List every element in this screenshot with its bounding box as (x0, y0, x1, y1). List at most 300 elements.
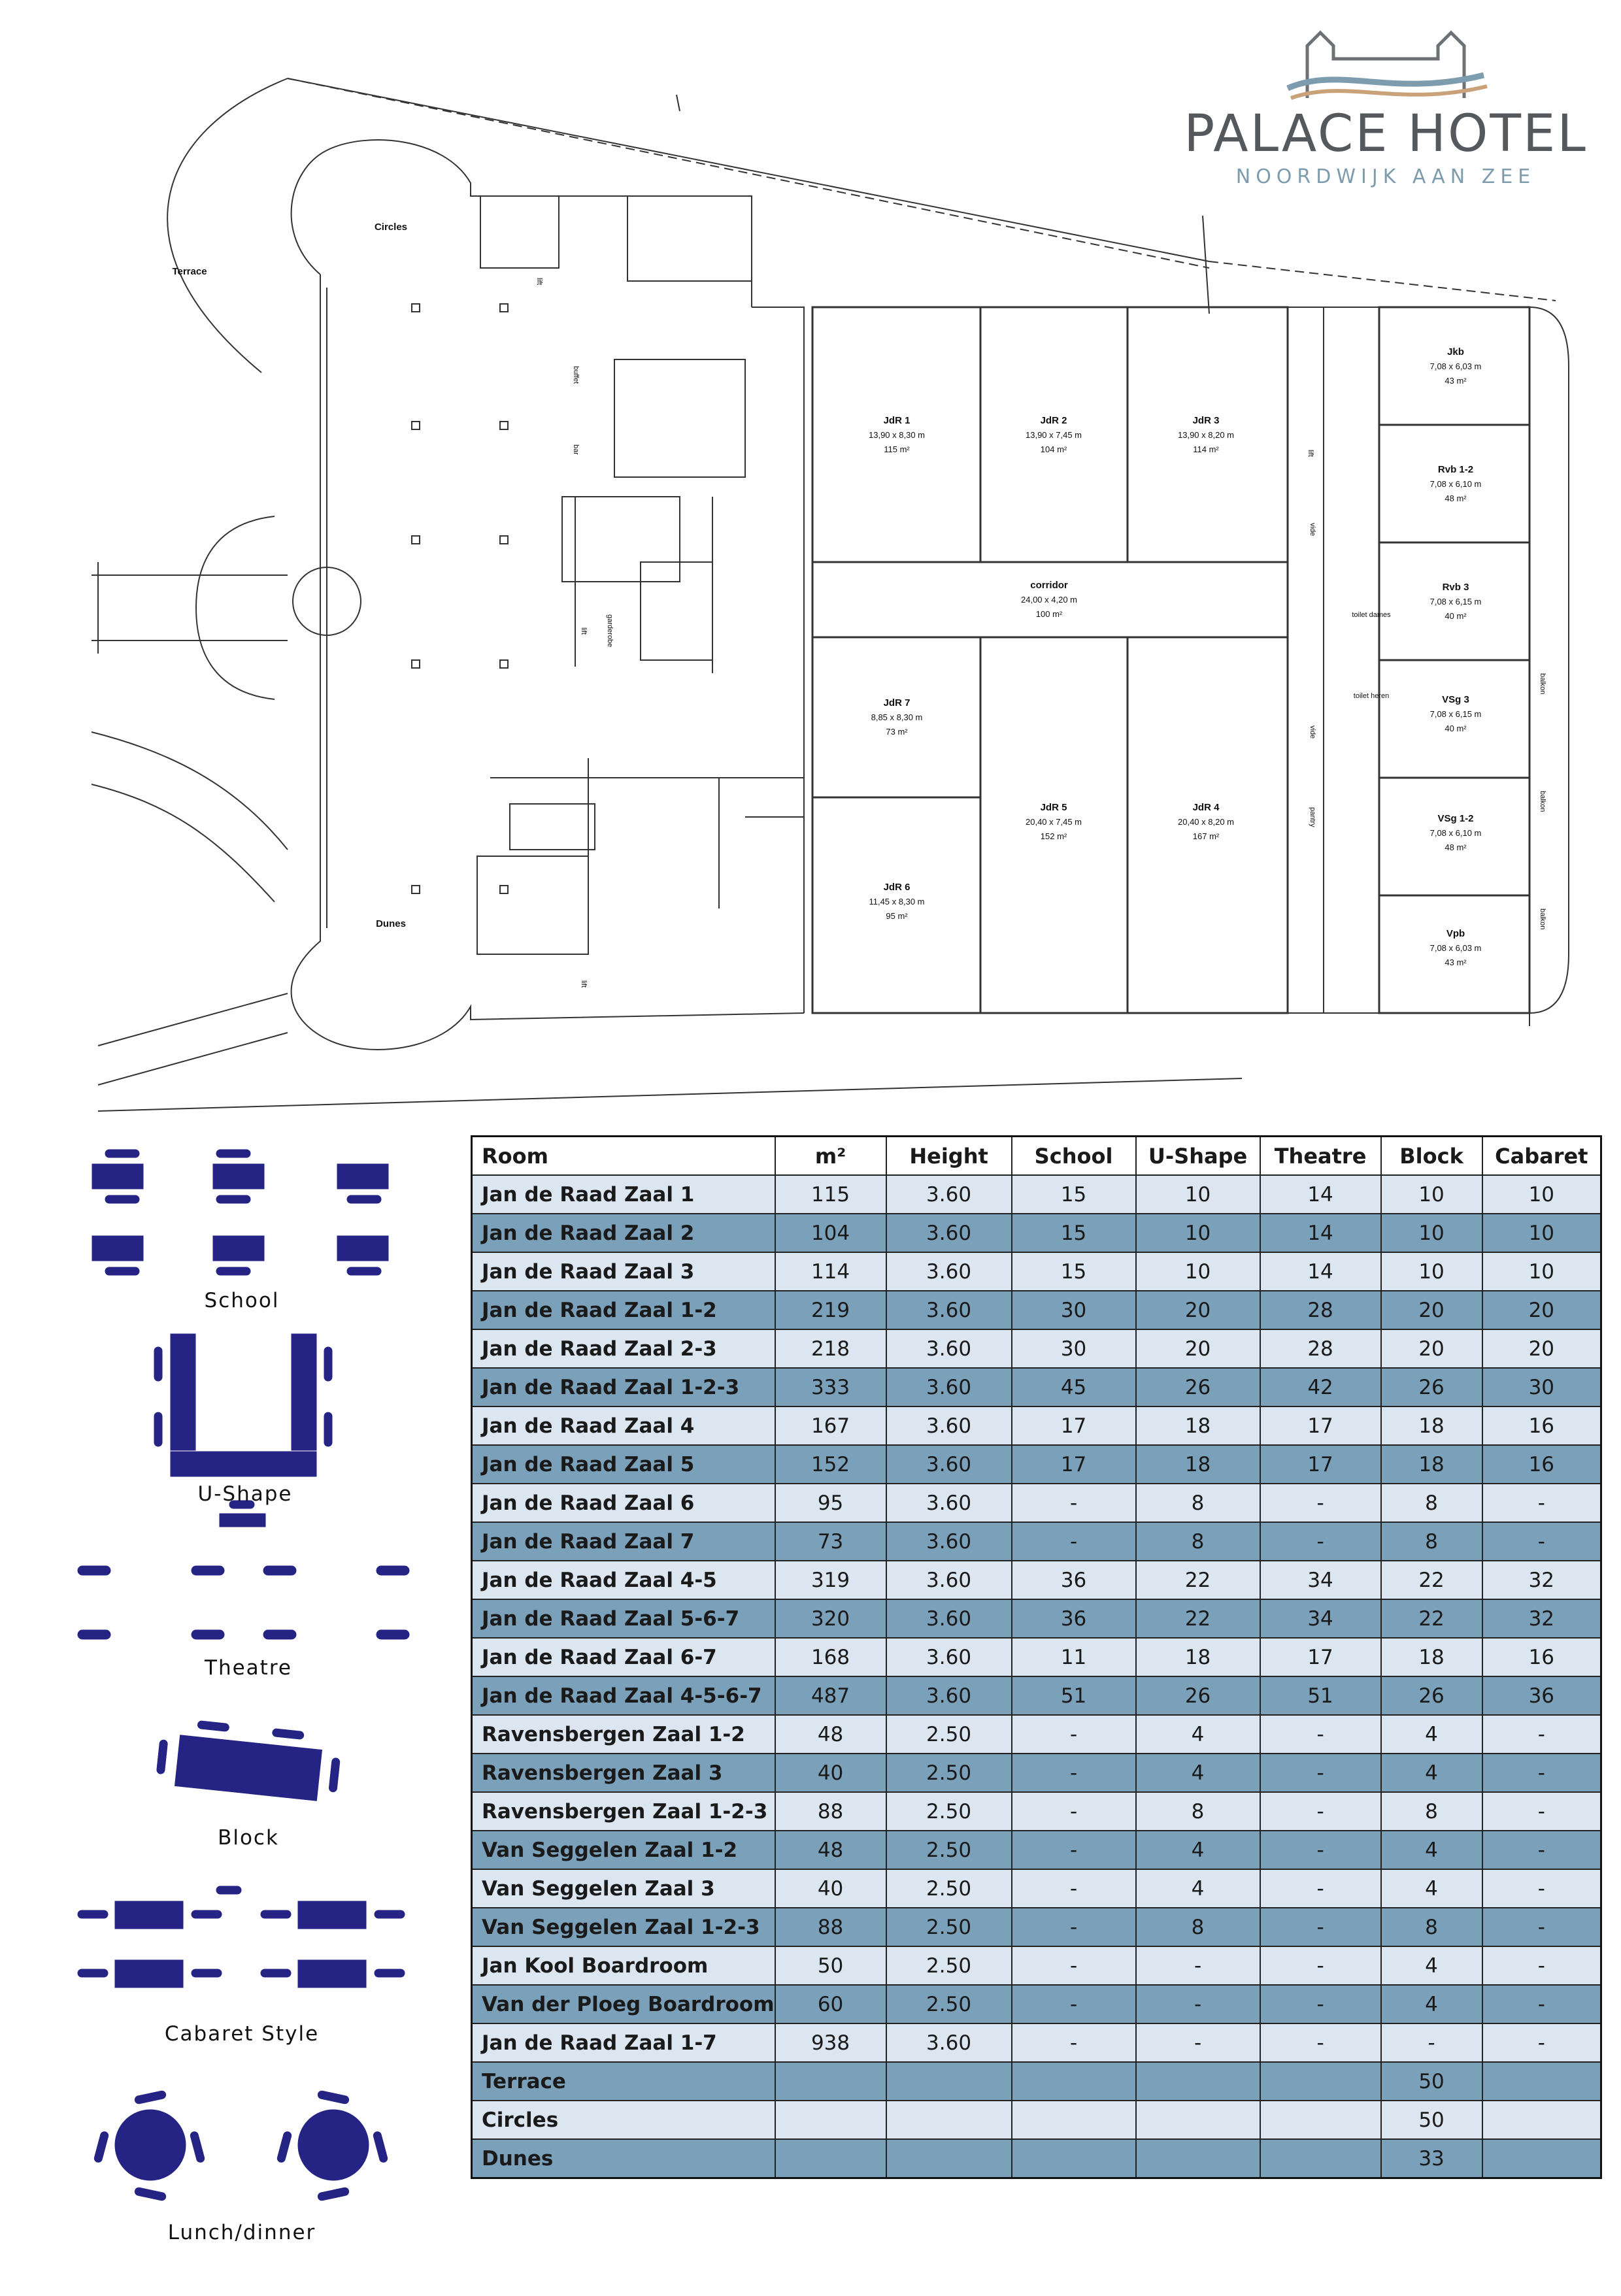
cell-room: Terrace (472, 2062, 775, 2101)
cell-theatre (1260, 2062, 1381, 2101)
cell-cabaret: - (1482, 1484, 1601, 1522)
cell-ushape: 20 (1136, 1329, 1260, 1368)
svg-text:152 m²: 152 m² (1040, 831, 1067, 841)
table-header-row (472, 1137, 1601, 1176)
cell-ushape: 26 (1136, 1676, 1260, 1715)
cell-height: 3.60 (886, 1214, 1012, 1252)
cell-theatre: 14 (1260, 1252, 1381, 1291)
table-row (472, 1291, 1601, 1329)
cell-ushape: 22 (1136, 1561, 1260, 1599)
cell-height: 2.50 (886, 1908, 1012, 1946)
cell-height: 2.50 (886, 1754, 1012, 1792)
cell-block: 26 (1381, 1368, 1482, 1406)
cell-ushape: 18 (1136, 1406, 1260, 1445)
svg-text:corridor: corridor (1030, 580, 1068, 591)
svg-text:JdR 2: JdR 2 (1040, 415, 1067, 426)
lunch-layout-icon (93, 2089, 389, 2202)
cell-ushape: 4 (1136, 1831, 1260, 1869)
table-row (472, 1484, 1601, 1522)
cell-block: 10 (1381, 1175, 1482, 1214)
seating-layouts (0, 1111, 458, 2293)
cell-room: Dunes (472, 2139, 775, 2178)
cell-school (1012, 2062, 1136, 2101)
cell-cabaret: 20 (1482, 1329, 1601, 1368)
cell-school: - (1012, 2023, 1136, 2062)
cell-theatre: 14 (1260, 1175, 1381, 1214)
cell-ushape (1136, 2101, 1260, 2139)
cell-room: Jan de Raad Zaal 3 (472, 1252, 775, 1291)
header-cabaret: Cabaret (1482, 1137, 1601, 1176)
cabaret-layout-icon (77, 1886, 405, 1988)
room-rvb3 (1430, 582, 1482, 621)
room-jdr6 (869, 882, 924, 921)
cell-theatre: - (1260, 1985, 1381, 2023)
svg-text:13,90 x 7,45 m: 13,90 x 7,45 m (1026, 430, 1082, 440)
cell-school: 51 (1012, 1676, 1136, 1715)
room-corridor (1021, 580, 1077, 619)
room-jdr3 (1178, 415, 1234, 454)
label-vide-1: vide (1309, 523, 1316, 537)
cell-room: Jan de Raad Zaal 7 (472, 1522, 775, 1561)
cell-room: Jan de Raad Zaal 1-2-3 (472, 1368, 775, 1406)
cell-area: 333 (775, 1368, 886, 1406)
room-jkb (1430, 346, 1482, 386)
cell-room: Jan de Raad Zaal 4-5-6-7 (472, 1676, 775, 1715)
svg-text:JdR 6: JdR 6 (883, 882, 911, 893)
cell-room: Jan de Raad Zaal 5 (472, 1445, 775, 1484)
cell-room: Jan de Raad Zaal 1-7 (472, 2023, 775, 2062)
cell-block: 8 (1381, 1792, 1482, 1831)
cell-area: 48 (775, 1715, 886, 1754)
label-pantry: pantry (1309, 807, 1316, 827)
cell-area: 73 (775, 1522, 886, 1561)
cell-ushape: 4 (1136, 1715, 1260, 1754)
cell-block: 10 (1381, 1214, 1482, 1252)
svg-text:8,85 x 8,30 m: 8,85 x 8,30 m (871, 712, 923, 722)
cell-school: - (1012, 1792, 1136, 1831)
svg-text:JdR 5: JdR 5 (1040, 802, 1067, 813)
svg-text:7,08 x 6,15 m: 7,08 x 6,15 m (1429, 709, 1482, 719)
table-row (472, 1175, 1601, 1214)
svg-text:100 m²: 100 m² (1035, 609, 1063, 619)
label-toilet-heren: toilet heren (1353, 692, 1390, 700)
room-jdr2 (1026, 415, 1082, 454)
label-garderobe: garderobe (606, 614, 614, 648)
cell-room: Jan de Raad Zaal 6 (472, 1484, 775, 1522)
cell-block: 20 (1381, 1291, 1482, 1329)
cell-height: 3.60 (886, 1252, 1012, 1291)
cell-height: 3.60 (886, 2023, 1012, 2062)
cell-block: 8 (1381, 1484, 1482, 1522)
cell-area (775, 2101, 886, 2139)
cell-theatre: 42 (1260, 1368, 1381, 1406)
cell-theatre (1260, 2101, 1381, 2139)
table-row (472, 2062, 1601, 2101)
header-room: Room (472, 1137, 775, 1176)
svg-text:7,08 x 6,03 m: 7,08 x 6,03 m (1429, 361, 1482, 371)
caption-block: Block (218, 1826, 279, 1850)
cell-room: Jan Kool Boardroom (472, 1946, 775, 1985)
cell-theatre: 28 (1260, 1291, 1381, 1329)
label-lift-4: lift (1307, 450, 1314, 457)
table-row (472, 1869, 1601, 1908)
terrace-curve (167, 78, 288, 373)
cell-area: 50 (775, 1946, 886, 1985)
cell-theatre: - (1260, 1754, 1381, 1792)
cell-school: - (1012, 1908, 1136, 1946)
cell-height (886, 2101, 1012, 2139)
table-row (472, 1985, 1601, 2023)
cell-ushape: - (1136, 2023, 1260, 2062)
cell-ushape (1136, 2139, 1260, 2178)
cell-school: - (1012, 1831, 1136, 1869)
cell-school: 15 (1012, 1252, 1136, 1291)
room-jdr5 (1026, 802, 1082, 841)
header-theatre: Theatre (1260, 1137, 1381, 1176)
cell-room: Van der Ploeg Boardroom (472, 1985, 775, 2023)
cell-block: 8 (1381, 1522, 1482, 1561)
svg-text:VSg 3: VSg 3 (1442, 694, 1469, 705)
room-vsg12 (1430, 813, 1482, 852)
table-row (472, 1252, 1601, 1291)
cell-area: 115 (775, 1175, 886, 1214)
cell-cabaret: - (1482, 1908, 1601, 1946)
cell-height: 3.60 (886, 1599, 1012, 1638)
cell-cabaret: - (1482, 1831, 1601, 1869)
cell-block: 18 (1381, 1638, 1482, 1676)
svg-text:48 m²: 48 m² (1445, 493, 1467, 503)
cell-theatre: - (1260, 1946, 1381, 1985)
cell-block: 18 (1381, 1406, 1482, 1445)
cell-block: 8 (1381, 1908, 1482, 1946)
cell-room: Circles (472, 2101, 775, 2139)
room-rvb12 (1430, 464, 1482, 503)
cell-cabaret: 16 (1482, 1638, 1601, 1676)
cell-school: - (1012, 1754, 1136, 1792)
svg-text:7,08 x 6,10 m: 7,08 x 6,10 m (1429, 479, 1482, 489)
cell-area: 40 (775, 1869, 886, 1908)
cell-ushape: 18 (1136, 1445, 1260, 1484)
cell-school: - (1012, 1869, 1136, 1908)
cell-school (1012, 2101, 1136, 2139)
cell-school: 17 (1012, 1406, 1136, 1445)
cell-area: 320 (775, 1599, 886, 1638)
cell-school: 17 (1012, 1445, 1136, 1484)
cell-cabaret: - (1482, 1522, 1601, 1561)
table-row (472, 1561, 1601, 1599)
cell-school: 36 (1012, 1561, 1136, 1599)
cell-cabaret: - (1482, 2023, 1601, 2062)
table-row (472, 1908, 1601, 1946)
svg-text:Rvb 1-2: Rvb 1-2 (1437, 464, 1474, 475)
cell-block: 26 (1381, 1676, 1482, 1715)
cell-theatre: - (1260, 1792, 1381, 1831)
cell-height: 3.60 (886, 1368, 1012, 1406)
label-balkon-2: balkon (1539, 791, 1546, 812)
svg-text:JdR 3: JdR 3 (1192, 415, 1220, 426)
school-layout-icon (92, 1149, 389, 1276)
cell-cabaret (1482, 2101, 1601, 2139)
cell-theatre (1260, 2139, 1381, 2178)
svg-text:24,00 x 4,20 m: 24,00 x 4,20 m (1021, 595, 1077, 605)
cell-area: 48 (775, 1831, 886, 1869)
cell-height: 2.50 (886, 1792, 1012, 1831)
svg-text:VSg 1-2: VSg 1-2 (1437, 813, 1474, 824)
header-ushape: U-Shape (1136, 1137, 1260, 1176)
cell-school: 15 (1012, 1175, 1136, 1214)
cell-ushape: 4 (1136, 1754, 1260, 1792)
cell-cabaret: - (1482, 1792, 1601, 1831)
cell-cabaret: - (1482, 1985, 1601, 2023)
table-row (472, 1715, 1601, 1754)
svg-text:40 m²: 40 m² (1445, 724, 1467, 733)
table-body (472, 1175, 1601, 2178)
cell-area: 40 (775, 1754, 886, 1792)
header-height: Height (886, 1137, 1012, 1176)
svg-text:Jkb: Jkb (1447, 346, 1464, 358)
cell-school: 30 (1012, 1329, 1136, 1368)
cell-school: - (1012, 1484, 1136, 1522)
cell-theatre: - (1260, 1869, 1381, 1908)
cell-height: 3.60 (886, 1561, 1012, 1599)
svg-text:114 m²: 114 m² (1193, 444, 1219, 454)
cell-school: 30 (1012, 1291, 1136, 1329)
cell-block: 4 (1381, 1715, 1482, 1754)
table-row (472, 1946, 1601, 1985)
cell-area: 114 (775, 1252, 886, 1291)
cell-area: 167 (775, 1406, 886, 1445)
cell-room: Jan de Raad Zaal 4-5 (472, 1561, 775, 1599)
cell-area: 95 (775, 1484, 886, 1522)
cell-height: 3.60 (886, 1329, 1012, 1368)
svg-text:115 m²: 115 m² (884, 444, 910, 454)
svg-text:7,08 x 6,10 m: 7,08 x 6,10 m (1429, 828, 1482, 838)
svg-text:JdR 1: JdR 1 (883, 415, 911, 426)
svg-text:7,08 x 6,15 m: 7,08 x 6,15 m (1429, 597, 1482, 607)
cell-height: 3.60 (886, 1522, 1012, 1561)
cell-height: 2.50 (886, 1985, 1012, 2023)
table-row (472, 1599, 1601, 1638)
cell-cabaret: - (1482, 1869, 1601, 1908)
cell-cabaret: - (1482, 1715, 1601, 1754)
label-lift-1: lift (535, 278, 543, 285)
table-row (472, 1522, 1601, 1561)
table-row (472, 1676, 1601, 1715)
cell-block: 10 (1381, 1252, 1482, 1291)
table-row (472, 1754, 1601, 1792)
room-vsg3 (1430, 694, 1482, 733)
cell-room: Van Seggelen Zaal 3 (472, 1869, 775, 1908)
logo-title: PALACE HOTEL (1184, 105, 1588, 163)
svg-text:167 m²: 167 m² (1192, 831, 1220, 841)
cell-room: Van Seggelen Zaal 1-2 (472, 1831, 775, 1869)
cell-cabaret: 10 (1482, 1175, 1601, 1214)
cell-ushape: 10 (1136, 1175, 1260, 1214)
cell-school: - (1012, 1985, 1136, 2023)
cell-school: 11 (1012, 1638, 1136, 1676)
cell-block: 4 (1381, 1754, 1482, 1792)
capacity-table (471, 1135, 1602, 2179)
cell-ushape (1136, 2062, 1260, 2101)
cell-theatre: 28 (1260, 1329, 1381, 1368)
caption-lunch: Lunch/dinner (167, 2221, 316, 2244)
area-circles: Circles (374, 222, 408, 233)
cell-theatre: 14 (1260, 1214, 1381, 1252)
cell-height: 3.60 (886, 1406, 1012, 1445)
cell-cabaret: 32 (1482, 1599, 1601, 1638)
cell-room: Van Seggelen Zaal 1-2-3 (472, 1908, 775, 1946)
cell-ushape: 22 (1136, 1599, 1260, 1638)
cell-theatre: - (1260, 1831, 1381, 1869)
cell-school: 15 (1012, 1214, 1136, 1252)
cell-room: Jan de Raad Zaal 1-2 (472, 1291, 775, 1329)
table-row (472, 1638, 1601, 1676)
cell-cabaret: 30 (1482, 1368, 1601, 1406)
cell-cabaret: 20 (1482, 1291, 1601, 1329)
table-row (472, 2139, 1601, 2178)
room-vpb (1430, 928, 1482, 967)
cell-room: Jan de Raad Zaal 6-7 (472, 1638, 775, 1676)
cell-block: 4 (1381, 1985, 1482, 2023)
label-vide-2: vide (1309, 725, 1316, 739)
cell-theatre: 17 (1260, 1638, 1381, 1676)
svg-text:20,40 x 7,45 m: 20,40 x 7,45 m (1026, 817, 1082, 827)
cell-area (775, 2139, 886, 2178)
cell-room: Jan de Raad Zaal 2-3 (472, 1329, 775, 1368)
area-terrace: Terrace (172, 266, 207, 277)
cell-room: Ravensbergen Zaal 1-2-3 (472, 1792, 775, 1831)
cell-block: 18 (1381, 1445, 1482, 1484)
cell-ushape: 10 (1136, 1214, 1260, 1252)
floor-plan (0, 0, 1621, 1124)
cell-ushape: 18 (1136, 1638, 1260, 1676)
cell-height (886, 2139, 1012, 2178)
svg-text:11,45 x 8,30 m: 11,45 x 8,30 m (869, 897, 925, 907)
cell-block: 50 (1381, 2062, 1482, 2101)
cell-school: 36 (1012, 1599, 1136, 1638)
cell-ushape: 10 (1136, 1252, 1260, 1291)
cell-room: Ravensbergen Zaal 1-2 (472, 1715, 775, 1754)
cell-cabaret: 10 (1482, 1252, 1601, 1291)
cell-theatre: 17 (1260, 1445, 1381, 1484)
cell-school: - (1012, 1715, 1136, 1754)
svg-text:JdR 4: JdR 4 (1192, 802, 1220, 813)
table-row (472, 2101, 1601, 2139)
cell-school: - (1012, 1522, 1136, 1561)
svg-text:Rvb 3: Rvb 3 (1442, 582, 1469, 593)
cell-cabaret: 10 (1482, 1214, 1601, 1252)
label-balkon-1: balkon (1539, 673, 1546, 695)
header-block: Block (1381, 1137, 1482, 1176)
table-row (472, 1445, 1601, 1484)
cell-height: 2.50 (886, 1831, 1012, 1869)
cell-area: 88 (775, 1908, 886, 1946)
cell-height: 3.60 (886, 1175, 1012, 1214)
cell-height: 2.50 (886, 1715, 1012, 1754)
svg-text:48 m²: 48 m² (1445, 842, 1467, 852)
label-buffet: buffet (572, 366, 580, 384)
cell-block: 4 (1381, 1946, 1482, 1985)
cell-area: 938 (775, 2023, 886, 2062)
cell-cabaret: 36 (1482, 1676, 1601, 1715)
cell-area: 319 (775, 1561, 886, 1599)
cell-cabaret: - (1482, 1946, 1601, 1985)
label-balkon-3: balkon (1539, 908, 1546, 930)
cell-ushape: 8 (1136, 1484, 1260, 1522)
room-jdr7 (871, 697, 923, 737)
svg-text:73 m²: 73 m² (886, 727, 908, 737)
logo-subtitle: NOORDWIJK AAN ZEE (1235, 165, 1536, 188)
cell-ushape: 8 (1136, 1792, 1260, 1831)
label-lift-3: lift (580, 980, 588, 988)
cell-theatre: - (1260, 1522, 1381, 1561)
svg-text:95 m²: 95 m² (886, 911, 908, 921)
cell-theatre: 34 (1260, 1561, 1381, 1599)
cell-block: 22 (1381, 1561, 1482, 1599)
svg-text:40 m²: 40 m² (1445, 611, 1467, 621)
svg-text:20,40 x 8,20 m: 20,40 x 8,20 m (1178, 817, 1234, 827)
cell-school (1012, 2139, 1136, 2178)
caption-theatre: Theatre (205, 1656, 292, 1680)
cell-block: 22 (1381, 1599, 1482, 1638)
cell-ushape: 8 (1136, 1908, 1260, 1946)
table-row (472, 1831, 1601, 1869)
cell-cabaret: 32 (1482, 1561, 1601, 1599)
header-school: School (1012, 1137, 1136, 1176)
cell-block: 50 (1381, 2101, 1482, 2139)
cell-theatre: - (1260, 2023, 1381, 2062)
cell-height: 3.60 (886, 1676, 1012, 1715)
cell-area: 152 (775, 1445, 886, 1484)
label-lift-2: lift (580, 627, 588, 635)
caption-school: School (204, 1289, 280, 1312)
caption-cabaret: Cabaret Style (164, 2022, 320, 2046)
svg-text:13,90 x 8,30 m: 13,90 x 8,30 m (869, 430, 925, 440)
cell-room: Jan de Raad Zaal 4 (472, 1406, 775, 1445)
cell-theatre: 51 (1260, 1676, 1381, 1715)
cell-height: 3.60 (886, 1291, 1012, 1329)
cell-cabaret: 16 (1482, 1445, 1601, 1484)
cell-area: 88 (775, 1792, 886, 1831)
cell-area: 60 (775, 1985, 886, 2023)
cell-height: 2.50 (886, 1946, 1012, 1985)
cell-area: 104 (775, 1214, 886, 1252)
table-row (472, 2023, 1601, 2062)
cell-cabaret: 16 (1482, 1406, 1601, 1445)
table-row (472, 1214, 1601, 1252)
cell-ushape: 26 (1136, 1368, 1260, 1406)
table-row (472, 1368, 1601, 1406)
cell-height: 2.50 (886, 1869, 1012, 1908)
room-jdr4 (1178, 802, 1234, 841)
room-jdr1 (869, 415, 925, 454)
ushape-layout-icon (154, 1333, 333, 1477)
cell-block: 33 (1381, 2139, 1482, 2178)
cell-theatre: - (1260, 1715, 1381, 1754)
cell-room: Jan de Raad Zaal 1 (472, 1175, 775, 1214)
cell-cabaret (1482, 2062, 1601, 2101)
cell-area (775, 2062, 886, 2101)
cell-theatre: - (1260, 1484, 1381, 1522)
svg-text:JdR 7: JdR 7 (883, 697, 911, 708)
caption-ushape: U-Shape (197, 1482, 293, 1506)
cell-area: 218 (775, 1329, 886, 1368)
cell-height: 3.60 (886, 1638, 1012, 1676)
cell-ushape: 20 (1136, 1291, 1260, 1329)
table-row (472, 1792, 1601, 1831)
cell-room: Jan de Raad Zaal 5-6-7 (472, 1599, 775, 1638)
cell-block: - (1381, 2023, 1482, 2062)
